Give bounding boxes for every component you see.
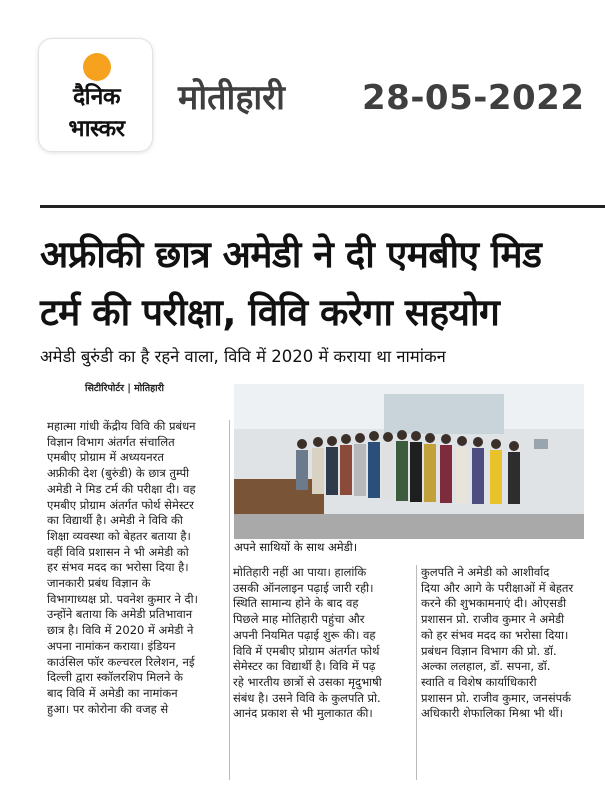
column-line: कुलपति ने अमेडी को आशीर्वाद <box>421 565 550 579</box>
newspaper-logo <box>38 38 153 152</box>
column-line: बाद विवि में अमेडी का नामांकन <box>47 685 178 700</box>
column-line: उसकी ऑनलाइन पढ़ाई जारी रही। <box>233 580 374 595</box>
column-line: आनंद प्रकाश से भी मुलाकात की। <box>233 706 373 721</box>
column-line: शिक्षा व्यवस्था को बेहतर बताया है। <box>47 528 191 543</box>
column-line: विज्ञान विभाग अंतर्गत संचालित <box>47 434 175 449</box>
column-line: प्रशासन प्रो. राजीव कुमार ने अमेडी <box>421 612 565 627</box>
article-column-1 <box>47 419 225 717</box>
column-line: विवि में एमबीए प्रोग्राम अंतर्गत फोर्थ <box>233 643 380 658</box>
column-line: संबंध है। उसने विवि के कुलपति प्रो. <box>233 690 381 705</box>
column-line: जानकारी प्रबंध विज्ञान के <box>47 576 151 591</box>
city-name: मोतीहारी <box>178 78 285 118</box>
column-line: का विद्यार्थी है। अमेडी ने विवि की <box>47 513 183 528</box>
column-line: अपना नामांकन कराया। इंडियन <box>47 638 176 653</box>
column-line: पिछले माह मोतिहारी पहुंचा और <box>233 612 365 627</box>
column-line: छात्र है। विवि में 2020 में अमेडी ने <box>47 623 194 638</box>
article-photo <box>234 384 584 539</box>
column-line: अमेडी ने मिड टर्म की परीक्षा दी। वह <box>47 481 196 496</box>
byline: सिटीरिपोर्टर | मोतिहारी <box>85 383 164 394</box>
sun-icon <box>83 53 111 81</box>
photo-caption: अपने साथियों के साथ अमेडी। <box>234 540 358 554</box>
logo-text-line1: दैनिक <box>72 84 121 110</box>
column-divider <box>416 565 417 780</box>
headline-line1: अफ्रीकी छात्र अमेडी ने दी एमबीए मिड <box>40 233 542 276</box>
column-line: स्थिति सामान्य होने के बाद वह <box>233 596 359 611</box>
column-line: रहे भारतीय छात्रों से उसका मृदुभाषी <box>233 674 382 689</box>
column-line: वहीं विवि प्रशासन ने भी अमेडी को <box>47 544 189 559</box>
column-line: अधिकारी शेफालिका मिश्रा भी थीं। <box>421 706 563 721</box>
column-line: काउंसिल फॉर कल्चरल रिलेशन, नई <box>47 654 195 669</box>
column-line: को हर संभव मदद का भरोसा दिया। <box>421 627 569 642</box>
column-divider <box>229 420 230 780</box>
column-line: दिल्ली द्वारा स्कॉलरशिप मिलने के <box>47 670 183 685</box>
column-line: महात्मा गांधी केंद्रीय विवि की प्रबंधन <box>47 419 196 433</box>
column-line: हर संभव मदद का भरोसा दिया है। <box>47 560 189 575</box>
column-line: सेमेस्टर का विद्यार्थी है। विवि में पढ़ <box>233 659 376 674</box>
group-photo-illustration <box>234 384 584 539</box>
edition-date: 28-05-2022 <box>362 78 585 118</box>
column-line: अपनी नियमित पढ़ाई शुरू की। वह <box>233 627 376 642</box>
subheadline: अमेडी बुरुंडी का है रहने वाला, विवि में 2020 में कराया था नामांकन <box>40 347 446 366</box>
column-line: एमबीए प्रोग्राम में अध्ययनरत <box>47 450 164 465</box>
column-line: हुआ। पर कोरोना की वजह से <box>47 701 169 716</box>
column-line: विभागाध्यक्ष प्रो. पवनेश कुमार ने दी। <box>47 591 198 606</box>
article-top-rule <box>40 205 605 208</box>
headline-line2: टर्म की परीक्षा, विवि करेगा सहयोग <box>40 291 500 334</box>
column-line: मोतिहारी नहीं आ पाया। हालांकि <box>233 565 367 579</box>
article-column-3 <box>421 565 599 722</box>
column-line: दिया और आगे के परीक्षाओं में बेहतर <box>421 580 574 595</box>
column-line: अफ्रीकी देश (बुरुंडी) के छात्र तुम्पी <box>47 466 190 481</box>
column-line: करने की शुभकामनाएं दी। ओएसडी <box>421 596 567 611</box>
column-line: उन्होंने बताया कि अमेडी प्रतिभावान <box>47 607 193 622</box>
article-column-2 <box>233 565 411 722</box>
logo-text-line2: भास्कर <box>68 116 125 142</box>
column-line: एमबीए प्रोग्राम अंतर्गत फोर्थ सेमेस्टर <box>47 497 194 512</box>
column-line: अल्का ललहाल, डॉ. सपना, डॉ. <box>421 659 551 674</box>
column-line: प्रशासन प्रो. राजीव कुमार, जनसंपर्क <box>421 690 571 705</box>
column-line: स्वाति व विशेष कार्याधिकारी <box>421 674 537 689</box>
column-line: प्रबंधन विज्ञान विभाग की प्रो. डॉ. <box>421 643 557 658</box>
